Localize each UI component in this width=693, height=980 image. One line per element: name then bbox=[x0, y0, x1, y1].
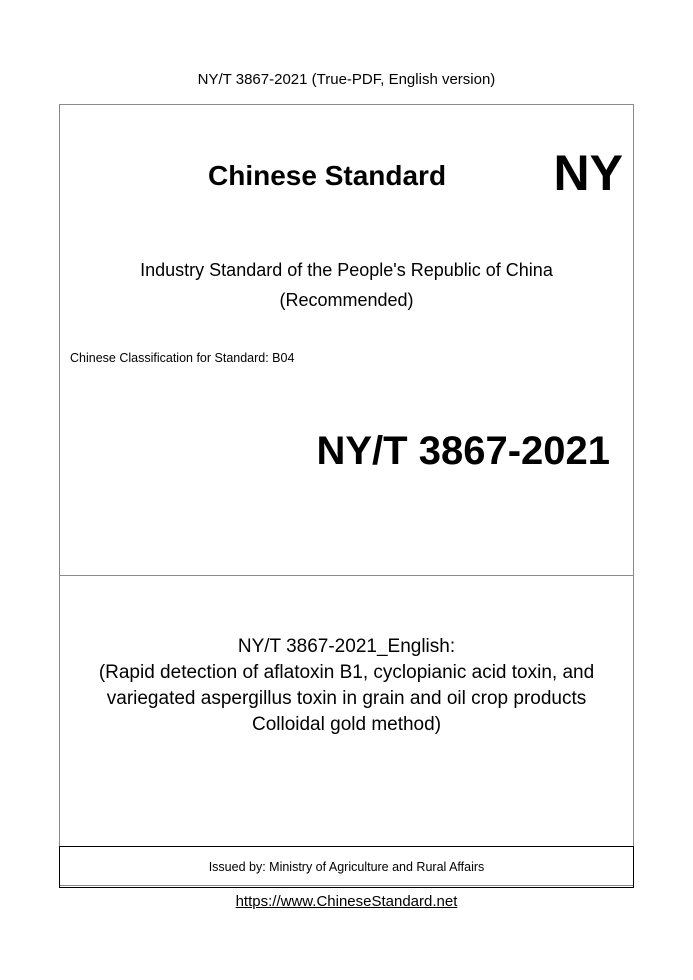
document-title-block bbox=[60, 634, 633, 738]
website-link[interactable]: https://www.ChineseStandard.net bbox=[235, 893, 458, 910]
standard-number: NY/T 3867-2021 bbox=[316, 429, 610, 473]
page-header-title: NY/T 3867-2021 (True-PDF, English version) bbox=[197, 71, 496, 88]
cover-top-section bbox=[60, 105, 633, 576]
document-title-line: (Rapid detection of aflatoxin B1, cyclopianic acid toxin, and bbox=[98, 662, 595, 683]
cover-frame bbox=[59, 104, 634, 886]
classification-text: Chinese Classification for Standard: B04 bbox=[70, 351, 295, 365]
document-title-line: variegated aspergillus toxin in grain and oil crop products bbox=[106, 688, 587, 709]
issuer-line-1: Industry Standard of the People's Republic of China bbox=[140, 260, 553, 280]
document-title-line: NY/T 3867-2021_English: bbox=[237, 636, 456, 657]
document-title-line: Colloidal gold method) bbox=[251, 714, 442, 735]
issued-by-box: Issued by: Ministry of Agriculture and Rural Affairs bbox=[59, 846, 634, 888]
cover-title: Chinese Standard bbox=[208, 160, 447, 191]
issuer-line-2: (Recommended) bbox=[279, 290, 414, 310]
footer bbox=[0, 893, 693, 911]
standard-mark: NY bbox=[553, 145, 623, 201]
